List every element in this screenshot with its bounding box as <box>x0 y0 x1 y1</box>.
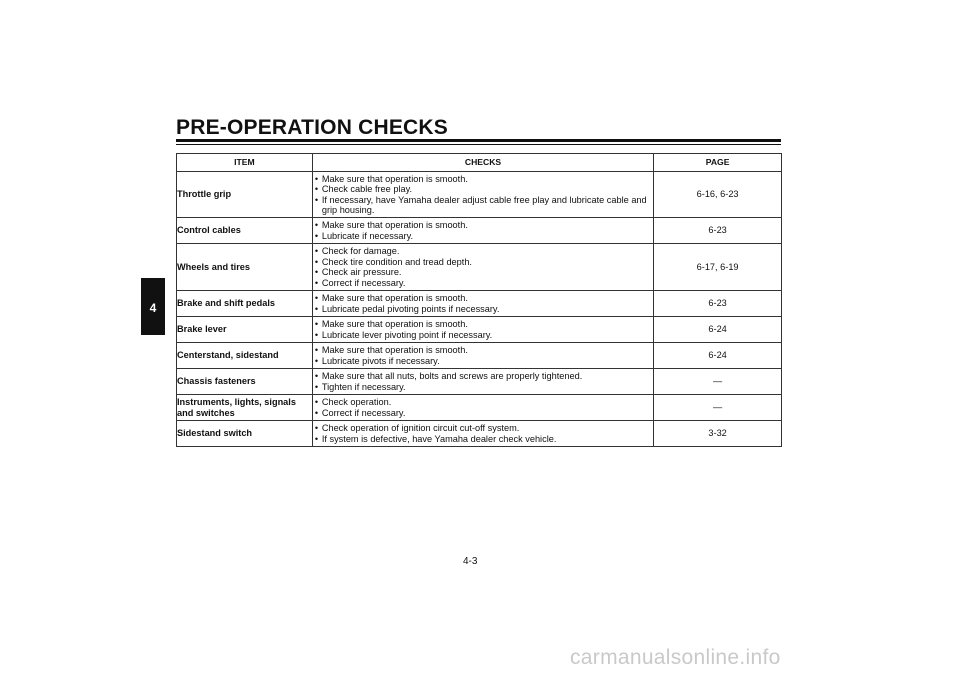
check-item: • Lubricate pedal pivoting points if necessary. <box>313 304 653 315</box>
page-title: PRE-OPERATION CHECKS <box>176 116 448 139</box>
watermark-link[interactable]: carmanualsonline.info <box>570 646 781 669</box>
pre-operation-checks-table <box>176 153 782 447</box>
checks-cell <box>312 218 653 244</box>
chapter-tab <box>141 278 165 335</box>
column-header-item: ITEM <box>177 154 313 172</box>
table-row <box>177 244 782 291</box>
check-item: • Make sure that operation is smooth. <box>313 220 653 231</box>
check-item: • Check for damage. <box>313 246 653 257</box>
item-cell: Brake lever <box>177 317 313 343</box>
check-item: • Lubricate if necessary. <box>313 231 653 242</box>
checks-cell <box>312 395 653 421</box>
checks-cell <box>312 421 653 447</box>
table-row <box>177 395 782 421</box>
item-cell: Centerstand, sidestand <box>177 343 313 369</box>
check-item: • Tighten if necessary. <box>313 382 653 393</box>
check-item: • Make sure that operation is smooth. <box>313 319 653 330</box>
page-cell: 6-16, 6-23 <box>654 172 782 218</box>
check-item: • Check cable free play. <box>313 184 653 195</box>
check-item: • Make sure that all nuts, bolts and screws are properly tightened. <box>313 371 653 382</box>
page-number: 4-3 <box>463 556 478 567</box>
table-row <box>177 291 782 317</box>
page-cell: 6-24 <box>654 343 782 369</box>
page-cell: 6-24 <box>654 317 782 343</box>
page-cell: 6-23 <box>654 291 782 317</box>
title-rule-thin <box>176 144 781 145</box>
table-header-row <box>177 154 782 172</box>
check-item: • Lubricate pivots if necessary. <box>313 356 653 367</box>
checks-cell <box>312 291 653 317</box>
table-row <box>177 343 782 369</box>
item-cell: Instruments, lights, signals and switches <box>177 395 313 421</box>
page-cell: — <box>654 369 782 395</box>
check-item: • Check operation. <box>313 397 653 408</box>
page-cell: — <box>654 395 782 421</box>
page-cell: 6-23 <box>654 218 782 244</box>
table-row <box>177 218 782 244</box>
column-header-page: PAGE <box>654 154 782 172</box>
checks-cell <box>312 172 653 218</box>
table-row <box>177 421 782 447</box>
check-item: • Make sure that operation is smooth. <box>313 174 653 185</box>
page-cell: 3-32 <box>654 421 782 447</box>
table-row <box>177 317 782 343</box>
item-cell: Control cables <box>177 218 313 244</box>
checks-cell <box>312 343 653 369</box>
table-row <box>177 369 782 395</box>
column-header-checks: CHECKS <box>312 154 653 172</box>
check-item: • Make sure that operation is smooth. <box>313 293 653 304</box>
page-cell: 6-17, 6-19 <box>654 244 782 291</box>
check-item: • If system is defective, have Yamaha dealer check vehicle. <box>313 434 653 445</box>
item-cell: Chassis fasteners <box>177 369 313 395</box>
item-cell: Brake and shift pedals <box>177 291 313 317</box>
item-cell: Throttle grip <box>177 172 313 218</box>
check-item: • Lubricate lever pivoting point if necessary. <box>313 330 653 341</box>
chapter-tab-label: 4 <box>149 301 157 315</box>
check-item: • If necessary, have Yamaha dealer adjust cable free play and lubricate cable and grip housing. <box>313 195 653 216</box>
title-rule <box>176 139 781 142</box>
item-cell: Wheels and tires <box>177 244 313 291</box>
checks-cell <box>312 369 653 395</box>
check-item: • Correct if necessary. <box>313 408 653 419</box>
check-item: • Correct if necessary. <box>313 278 653 289</box>
check-item: • Make sure that operation is smooth. <box>313 345 653 356</box>
item-cell: Sidestand switch <box>177 421 313 447</box>
table-row <box>177 172 782 218</box>
checks-cell <box>312 244 653 291</box>
check-item: • Check air pressure. <box>313 267 653 278</box>
check-item: • Check tire condition and tread depth. <box>313 257 653 268</box>
check-item: • Check operation of ignition circuit cut-off system. <box>313 423 653 434</box>
checks-cell <box>312 317 653 343</box>
